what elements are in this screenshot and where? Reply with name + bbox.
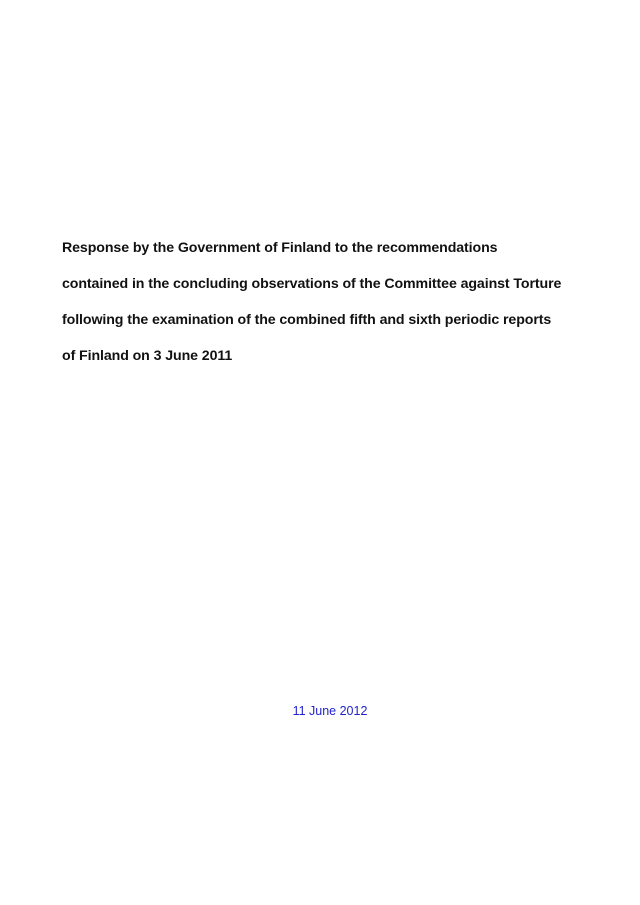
document-title	[62, 238, 622, 382]
title-line-4: of Finland on 3 June 2011	[62, 348, 233, 364]
title-line-1: Response by the Government of Finland to the recommendations	[62, 240, 498, 256]
title-line-2: contained in the concluding observations of the Committee against Torture	[62, 276, 562, 292]
document-date: 11 June 2012	[292, 704, 368, 718]
title-line-3: following the examination of the combined fifth and sixth periodic reports	[62, 312, 552, 328]
